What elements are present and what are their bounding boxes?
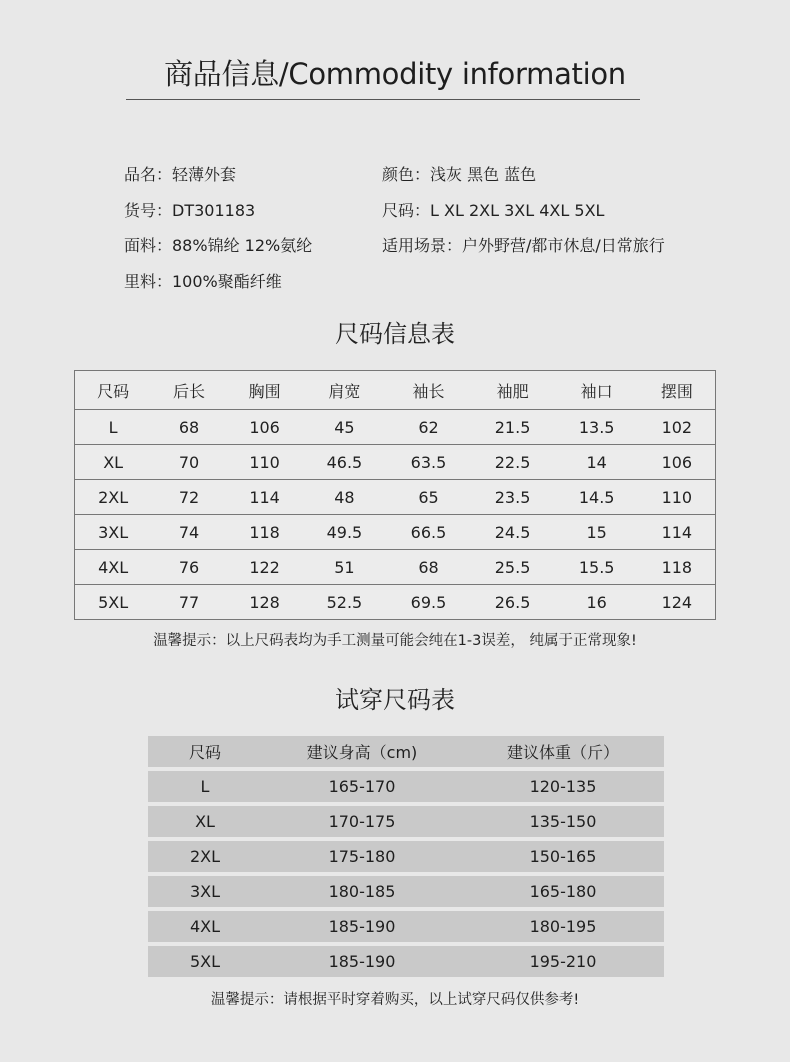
size-table-cell: 76: [151, 550, 227, 585]
fit-table-cell: 120-135: [529, 777, 597, 796]
size-table-row: [75, 585, 716, 620]
fit-table-row: [148, 946, 664, 977]
fit-table-header-cell: 建议体重（斤）: [506, 743, 619, 762]
size-table-header-cell: 胸围: [227, 371, 303, 410]
fit-table-cell: 180-185: [328, 882, 396, 901]
fit-table-row: [148, 911, 664, 942]
fit-table-cell: 170-175: [328, 812, 396, 831]
size-table-cell: 49.5: [302, 515, 386, 550]
size-table-cell: 26.5: [471, 585, 555, 620]
fit-table-cell: 195-210: [529, 952, 597, 971]
size-table-row: [75, 445, 716, 480]
size-table-cell: 68: [151, 410, 227, 445]
size-table-header-cell: 袖口: [555, 371, 639, 410]
fit-table-row: [148, 841, 664, 872]
size-table-cell: 14: [555, 445, 639, 480]
size-table-cell: XL: [75, 445, 152, 480]
title-divider: [126, 99, 640, 100]
page-title: 商品信息/Commodity information: [164, 57, 626, 91]
fit-table-cell: 5XL: [189, 952, 221, 971]
fit-table-cell: 175-180: [328, 847, 396, 866]
size-table-cell: 106: [227, 410, 303, 445]
fit-table-cell: L: [200, 777, 210, 796]
fit-table-cell: 2XL: [189, 847, 221, 866]
size-table-cell: 118: [639, 550, 716, 585]
size-table-row: [75, 480, 716, 515]
size-table-cell: 46.5: [302, 445, 386, 480]
fit-table-tip: 温馨提示：请根据平时穿着购买，以上试穿尺码仅供参考!: [210, 992, 580, 1008]
fit-table-cell: XL: [195, 812, 215, 831]
size-table-row: [75, 515, 716, 550]
fit-table-cell: 185-190: [328, 917, 396, 936]
size-table-cell: 25.5: [471, 550, 555, 585]
size-table-cell: 52.5: [302, 585, 386, 620]
size-table-cell: 23.5: [471, 480, 555, 515]
size-table-cell: 15: [555, 515, 639, 550]
fit-table-title: 试穿尺码表: [335, 686, 455, 714]
size-table-cell: 69.5: [386, 585, 470, 620]
size-table-cell: 106: [639, 445, 716, 480]
fit-table-row: [148, 771, 664, 802]
fit-table: [148, 736, 664, 981]
size-table-cell: 3XL: [75, 515, 152, 550]
fit-table-cell: 3XL: [189, 882, 221, 901]
size-table-cell: 2XL: [75, 480, 152, 515]
size-table-cell: L: [75, 410, 152, 445]
size-table-cell: 15.5: [555, 550, 639, 585]
size-table-cell: 22.5: [471, 445, 555, 480]
size-table-cell: 74: [151, 515, 227, 550]
size-table-cell: 21.5: [471, 410, 555, 445]
size-table-header-cell: 摆围: [639, 371, 716, 410]
size-table-cell: 4XL: [75, 550, 152, 585]
size-table-cell: 16: [555, 585, 639, 620]
fit-table-cell: 165-170: [328, 777, 396, 796]
fit-table-cell: 180-195: [529, 917, 597, 936]
info-scene: 适用场景：户外野营/都市休息/日常旅行: [382, 236, 665, 255]
size-table-cell: 77: [151, 585, 227, 620]
size-table-header-cell: 后长: [151, 371, 227, 410]
size-table-cell: 110: [227, 445, 303, 480]
fit-table-row: [148, 806, 664, 837]
size-table-cell: 128: [227, 585, 303, 620]
size-table-cell: 45: [302, 410, 386, 445]
fit-table-cell: 185-190: [328, 952, 396, 971]
size-table-cell: 13.5: [555, 410, 639, 445]
size-table-cell: 70: [151, 445, 227, 480]
size-table-header-cell: 袖肥: [471, 371, 555, 410]
size-table-cell: 48: [302, 480, 386, 515]
fit-table-cell: 4XL: [189, 917, 221, 936]
size-table-cell: 5XL: [75, 585, 152, 620]
size-table: [74, 370, 716, 620]
size-table-row: [75, 410, 716, 445]
fit-table-cell: 135-150: [529, 812, 597, 831]
size-table-cell: 114: [639, 515, 716, 550]
size-table-cell: 114: [227, 480, 303, 515]
info-sku: 货号：DT301183: [124, 201, 256, 220]
fit-table-header-row: [148, 736, 664, 767]
size-table-cell: 24.5: [471, 515, 555, 550]
size-table-cell: 14.5: [555, 480, 639, 515]
size-table-cell: 124: [639, 585, 716, 620]
size-table-header-cell: 肩宽: [302, 371, 386, 410]
size-table-tip: 温馨提示：以上尺码表均为手工测量可能会纯在1-3误差， 纯属于正常现象!: [153, 633, 637, 649]
size-table-cell: 63.5: [386, 445, 470, 480]
size-table-header-cell: 袖长: [386, 371, 470, 410]
fit-table-cell: 150-165: [529, 847, 597, 866]
fit-table-header-cell: 尺码: [188, 743, 221, 762]
fit-table-cell: 165-180: [529, 882, 597, 901]
size-table-row: [75, 550, 716, 585]
size-table-cell: 66.5: [386, 515, 470, 550]
info-color: 颜色：浅灰 黑色 蓝色: [382, 165, 537, 184]
size-table-cell: 110: [639, 480, 716, 515]
fit-table-header-cell: 建议身高（cm): [306, 743, 418, 762]
size-table-cell: 72: [151, 480, 227, 515]
size-table-cell: 122: [227, 550, 303, 585]
size-table-cell: 65: [386, 480, 470, 515]
size-table-header-row: [75, 371, 716, 410]
size-table-cell: 68: [386, 550, 470, 585]
size-table-header-cell: 尺码: [75, 371, 152, 410]
info-product-name: 品名：轻薄外套: [124, 165, 237, 184]
size-table-cell: 62: [386, 410, 470, 445]
info-lining: 里料：100%聚酯纤维: [124, 272, 282, 291]
fit-table-row: [148, 876, 664, 907]
size-table-title: 尺码信息表: [335, 320, 455, 348]
size-table-cell: 118: [227, 515, 303, 550]
size-table-cell: 51: [302, 550, 386, 585]
info-sizes: 尺码：L XL 2XL 3XL 4XL 5XL: [382, 201, 605, 220]
size-table-cell: 102: [639, 410, 716, 445]
info-fabric: 面料：88%锦纶 12%氨纶: [124, 236, 313, 255]
